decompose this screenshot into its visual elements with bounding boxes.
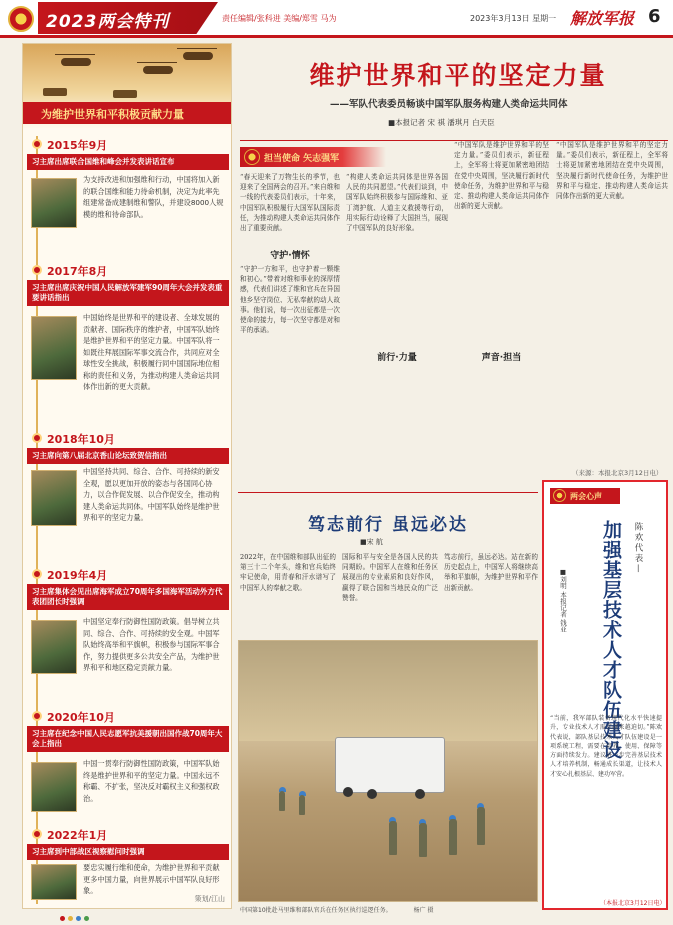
timeline-heading: 习主席向第八届北京香山论坛致贺信指出 bbox=[27, 448, 229, 464]
soldier-figure bbox=[477, 807, 485, 845]
timeline-text: 中国坚定奉行防御性国防政策。倡导树立共同、综合、合作、可持续的安全观。中国军队始终高举和平旗帜，积极参与国际军事合作，努力提供更多公共安全产品，为维护世界和平和地区稳定贡献力量。 bbox=[83, 617, 220, 673]
timeline-text: 为支持改进和加强维和行动，中国将加入新的联合国维和能力待命机制，决定为此率先组建常备成建制维和警队，并建设8000人规模的维和待命部队。 bbox=[83, 175, 224, 219]
national-emblem-icon bbox=[8, 6, 34, 32]
timeline-heading: 习主席出席联合国维和峰会并发表讲话宣布 bbox=[27, 154, 229, 170]
timeline-credit: 策划/江山 bbox=[194, 895, 225, 903]
section-subhead: 守护·情怀 bbox=[270, 251, 310, 261]
special-edition-title: 2023两会特刊 bbox=[46, 12, 170, 32]
page-number: 6 bbox=[648, 6, 661, 27]
commentary-author: ■宋 航 bbox=[360, 538, 383, 546]
peacekeeper-photo bbox=[238, 640, 538, 902]
timeline-year: 2017年8月 bbox=[47, 265, 108, 278]
timeline-dot bbox=[32, 433, 42, 443]
section-subhead: 声音·担当 bbox=[454, 350, 549, 363]
timeline-photo bbox=[31, 762, 77, 812]
helicopter-icon bbox=[143, 66, 173, 74]
timeline-title: 为维护世界和平积极贡献力量 bbox=[23, 102, 232, 124]
armored-vehicle bbox=[335, 737, 445, 793]
sidebar-body: “当前，我军部队装备现代化水平快速提升，专业技术人才需求越来越迫切。”陈欢代表说，部队基层技术人才队伍建设是一项系统工程，需要在培养、使用、保障等方面持续发力。建议进一步完善基层技术人才培养机制，畅通成长渠道，让技术人才安心扎根基层、建功军营。 bbox=[550, 715, 662, 778]
photo-caption bbox=[240, 905, 540, 914]
timeline-heading: 习主席集体会见出席海军成立70周年多国海军活动外方代表团团长时强调 bbox=[27, 584, 229, 610]
timeline-text: 中国坚持共同、综合、合作、可持续的新安全观，愿以更加开放的姿态与各国同心协力，以合作促发展、以合作促安全，推动构建人类命运共同体。中国军队始终是维护世界和平的坚定力量。 bbox=[83, 467, 220, 523]
photo-caption-text: 中国第10批赴马里维和部队官兵在任务区执行巡逻任务。 bbox=[240, 907, 392, 914]
timeline-heading: 习主席出席庆祝中国人民解放军建军90周年大会并发表重要讲话指出 bbox=[27, 280, 229, 306]
timeline-dot bbox=[32, 139, 42, 149]
photo-credit: 杨广 摄 bbox=[413, 907, 434, 914]
section-label bbox=[240, 147, 386, 167]
soldier-figure bbox=[419, 823, 427, 857]
timeline-text: 中国一贯奉行防御性国防政策，中国军队始终是维护世界和平的坚定力量。中国永远不称霸、不扩张，坚决反对霸权主义和强权政治。 bbox=[83, 759, 220, 803]
timeline-text: 中国始终是世界和平的建设者、全球发展的贡献者、国际秩序的维护者，中国军队始终是维护世界和平的坚定力量。中国军队将一如既往拜展国际军事交流合作，共同应对全球性安全挑战，积极履行同中国国际地位相称的责任和义务，为推动构建人类命运共同体作出新的更大贡献。 bbox=[83, 313, 220, 392]
section-subhead: 前行·力量 bbox=[346, 350, 448, 363]
timeline-heading: 习主席到中部战区视察慰问时强调 bbox=[27, 844, 229, 860]
timeline-year: 2018年10月 bbox=[47, 433, 115, 446]
timeline-photo bbox=[31, 178, 77, 228]
timeline-photo bbox=[31, 316, 77, 380]
timeline-year: 2022年1月 bbox=[47, 829, 108, 842]
highlighted-sidebar-article[interactable] bbox=[542, 480, 668, 910]
page-header bbox=[0, 0, 673, 38]
article-column: “春天迎来了万物生长的季节，也迎来了全国两会的召开。”来自维和一线的代表委员们表示，十年来，中国军队积极履行大国军队国际责任，为推动构建人类命运共同体作出了重要贡献。 bbox=[240, 173, 340, 233]
main-subheadline: ——军队代表委员畅谈中国军队服务构建人类命运共同体 bbox=[330, 99, 568, 110]
editor-credits: 责任编辑/张科进 美编/郑雪 马为 bbox=[222, 14, 337, 23]
emblem-icon bbox=[553, 489, 566, 502]
soldier-figure bbox=[449, 819, 457, 855]
timeline-photo bbox=[31, 470, 77, 526]
timeline-photo bbox=[31, 620, 77, 674]
sidebar-label-text: 两会心声 bbox=[570, 492, 602, 501]
sidebar-subtitle: 陈欢代表— bbox=[633, 522, 643, 575]
timeline-column bbox=[22, 43, 232, 909]
commentary-column: 2022年，在中国维和部队出征的第三十二个年头，维和官兵始终牢记使命，用青春和汗水谱写了中国军人的奉献之歌。 bbox=[240, 553, 336, 592]
main-headline: 维护世界和平的坚定力量 bbox=[309, 61, 607, 90]
newspaper-logo: 解放军报 bbox=[570, 9, 635, 28]
tank-icon bbox=[43, 88, 67, 96]
commentary-column: 国际和平与安全是各国人民的共同期盼。中国军人在维和任务区展现出的专业素质和良好作风，赢得了联合国和当地民众的广泛赞誉。 bbox=[342, 553, 438, 602]
divider bbox=[238, 492, 538, 493]
timeline-dot bbox=[32, 829, 42, 839]
helicopter-icon bbox=[183, 52, 213, 60]
timeline-year: 2015年9月 bbox=[47, 139, 108, 152]
article-column: “中国军队是维护世界和平的坚定力量。”委员们表示，新征程上，全军将士将更加紧密地团结在党中央周围，坚决履行新时代使命任务，为维护世界和平与稳定、推动构建人类命运共同体作出新的更大贡献。 bbox=[454, 141, 549, 211]
article-column: “守护一方和平，也守护着一颗维和初心。”带着对维和事业的深厚情感，代表们讲述了维和官兵在异国他乡坚守岗位、无私奉献的动人故事。他们说，每一次出征都是一次使命的接力，每一次坚守都是对和平的承诺。 bbox=[240, 265, 340, 335]
sidebar-label bbox=[550, 488, 620, 504]
timeline-dot bbox=[32, 569, 42, 579]
timeline-year: 2019年4月 bbox=[47, 569, 108, 582]
emblem-icon bbox=[244, 149, 260, 165]
sidebar-headline: 加强基层技术人才队伍建设 bbox=[600, 520, 622, 760]
issue-date: 2023年3月13日 星期一 bbox=[470, 14, 557, 23]
commentary-headline: 笃志前行 虽远必达 bbox=[308, 515, 468, 535]
main-byline: ■本报记者 宋 祺 潘琪月 白天臣 bbox=[388, 118, 495, 127]
timeline-heading: 习主席在纪念中国人民志愿军抗美援朝出国作战70周年大会上指出 bbox=[27, 726, 229, 752]
article-column: “中国军队是维护世界和平的坚定力量。”委员们表示，新征程上，全军将士将更加紧密地团结在党中央周围，坚决履行新时代使命任务，为维护世界和平与稳定、推动构建人类命运共同体作出新的更大贡献。 bbox=[556, 141, 668, 201]
helicopter-icon bbox=[61, 58, 91, 66]
sidebar-source: （本报北京3月12日电） bbox=[600, 900, 666, 907]
article-column: “构建人类命运共同体是世界各国人民的共同愿望。”代表们谈到，中国军队始终积极参与国际维和、亚丁湾护航、人道主义救援等行动，用实际行动诠释了大国担当，展现了中国军队的良好形象。 bbox=[346, 173, 448, 233]
sidebar-author: ■刘明 本报记者 钱亚 bbox=[559, 568, 567, 633]
soldier-figure bbox=[279, 791, 285, 811]
timeline-photo bbox=[31, 864, 77, 900]
tank-icon bbox=[113, 90, 137, 98]
timeline-dot bbox=[32, 711, 42, 721]
timeline-dot bbox=[32, 265, 42, 275]
commentary-column: 笃志前行，虽远必达。站在新的历史起点上，中国军人将继续高举和平旗帜，为维护世界和平作出新贡献。 bbox=[444, 553, 538, 592]
timeline-text: 要忠实履行维和使命，为维护世界和平贡献更多中国力量，向世界展示中国军队良好形象。 bbox=[83, 863, 220, 896]
soldier-figure bbox=[389, 821, 397, 855]
source-note: （来源：本报北京3月12日电） bbox=[572, 469, 663, 477]
soldier-figure bbox=[299, 795, 305, 815]
timeline-year: 2020年10月 bbox=[47, 711, 115, 724]
color-dots-decoration bbox=[60, 906, 92, 918]
section-label-text: 担当使命 矢志强军 bbox=[264, 154, 340, 164]
